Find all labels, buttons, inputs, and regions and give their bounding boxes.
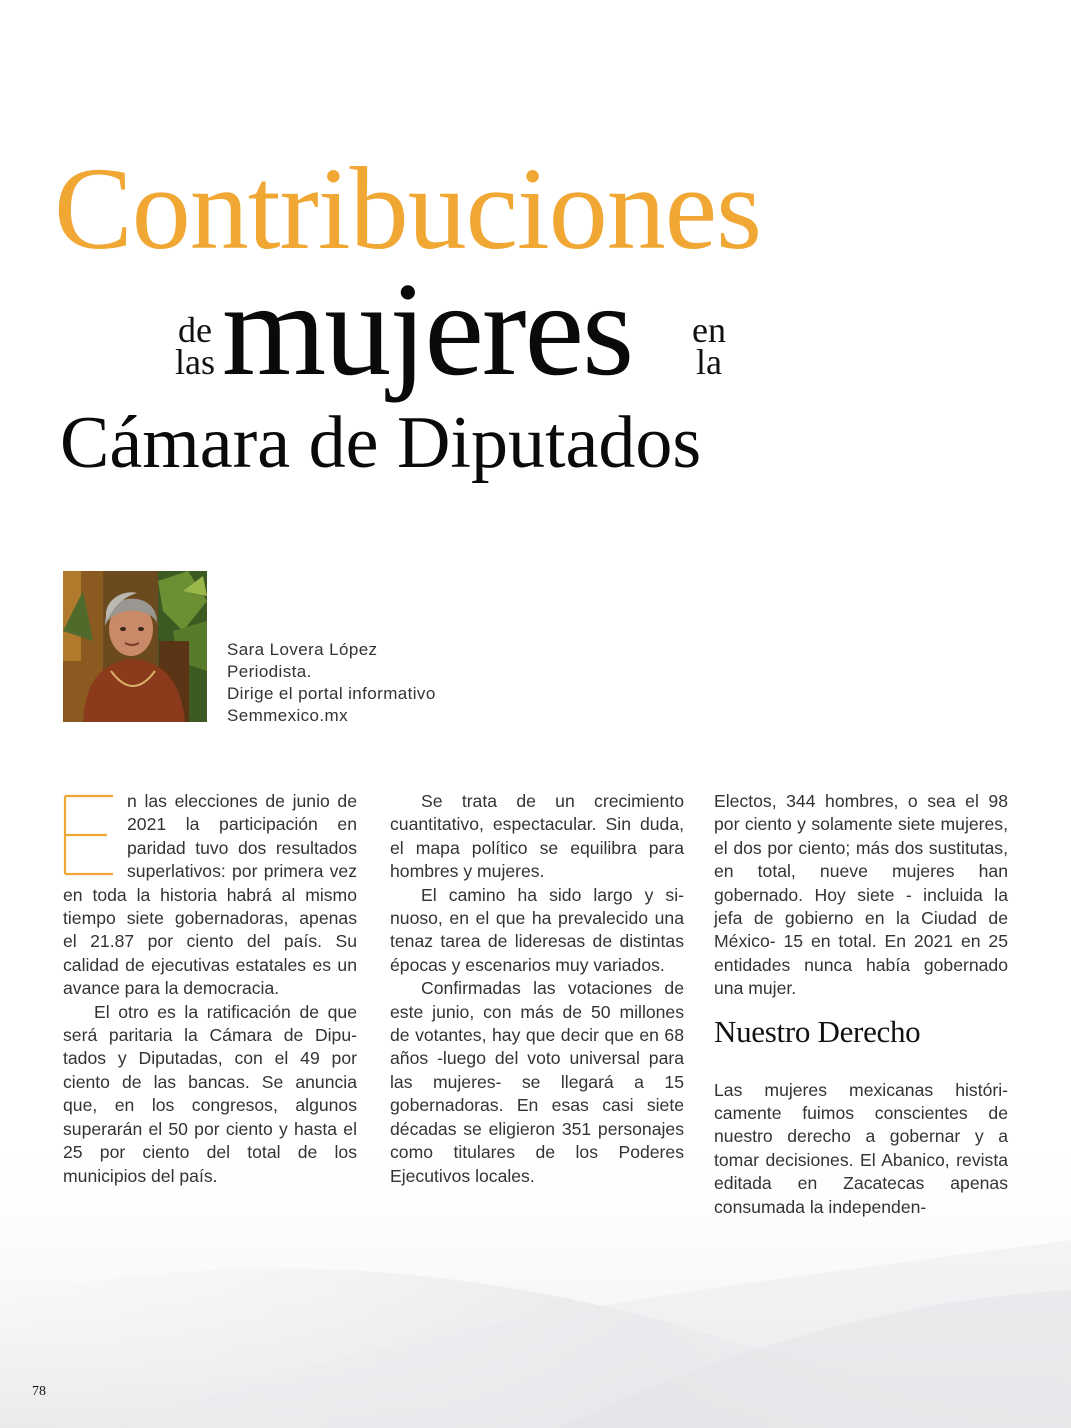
title-contribuciones: Contribuciones: [54, 143, 762, 274]
article-paragraph: Se trata de un crecimiento cuantitativo, espectacular. Sin duda, el mapa político se equilibra para hombres y mujeres.: [390, 791, 684, 882]
author-site: Semmexico.mx: [227, 706, 348, 725]
drop-cap-letter: [63, 792, 117, 878]
article-paragraph: El camino ha sido largo y sinuoso, en el que ha prevalecido una tenaz tarea de lideresas de distintas épocas y escenarios muy variados.: [390, 884, 684, 975]
author-description: Dirige el portal informativo: [227, 684, 436, 703]
title-word-en: en: [692, 310, 726, 350]
drop-cap: [63, 792, 117, 878]
author-info: [227, 639, 436, 727]
article-paragraph: El otro es la ratificación de que será paritaria la Cámara de Diputados y Diputadas, con el 49 por ciento de las bancas. Se anuncia que, en los congresos, algunos superarán el 50 por ciento y hasta el 25 por ciento del total de los municipios del país.: [63, 1001, 357, 1186]
article-paragraph: Electos, 344 hombres, o sea el 98 por ciento y solamente siete mujeres, el dos por ciento; más dos sustitutas, en total, nueve mujeres han gobernado. Hoy siete - incluida la jefa de gobierno en la Ciudad de México- 15 en total. En 2021 en 25 entidades nunca había gobernado una mujer.: [714, 791, 1008, 999]
title-word-las: las: [175, 342, 215, 382]
article-column-1: [63, 790, 357, 1188]
page-number: 78: [32, 1384, 46, 1399]
title-camara-de-diputados: Cámara de Diputados: [60, 402, 702, 484]
article-paragraph: n las elecciones de junio de 2021 la participación en paridad tuvo dos resultados superlativos: por primera vez en toda la historia habrá al mismo tiempo siete gobernadoras, apenas el 21.87 por ciento del país. Su calidad de ejecutivas estatales es un avance para la democracia.: [63, 791, 357, 999]
section-heading: Nuestro Derecho: [714, 1013, 921, 1049]
author-photo: [63, 571, 207, 722]
article-column-3: [714, 790, 1008, 1219]
title-word-la: la: [696, 342, 722, 382]
article-paragraph: Las mujeres mexicanas históricamente fuimos conscientes de nuestro derecho a gobernar y a tomar decisiones. El Abanico, revista editada en Zacatecas apenas consumada la independen-: [714, 1079, 1008, 1217]
article-column-2: [390, 790, 684, 1188]
author-role: Periodista.: [227, 662, 312, 681]
title-mujeres: mujeres: [222, 255, 633, 403]
title-small-right: [688, 310, 730, 382]
author-name: Sara Lovera López: [227, 640, 378, 659]
title-word-de: de: [178, 310, 212, 350]
title-small-left: [170, 310, 220, 382]
article-paragraph: Confirmadas las votaciones de este junio, con más de 50 millones de votantes, hay que decir que en 68 años -luego del voto universal para las mujeres- se llegará a 15 gobernadoras. En esas casi siete décadas se eligieron 351 personajes como titulares de los Poderes Ejecutivos locales.: [390, 978, 684, 1186]
